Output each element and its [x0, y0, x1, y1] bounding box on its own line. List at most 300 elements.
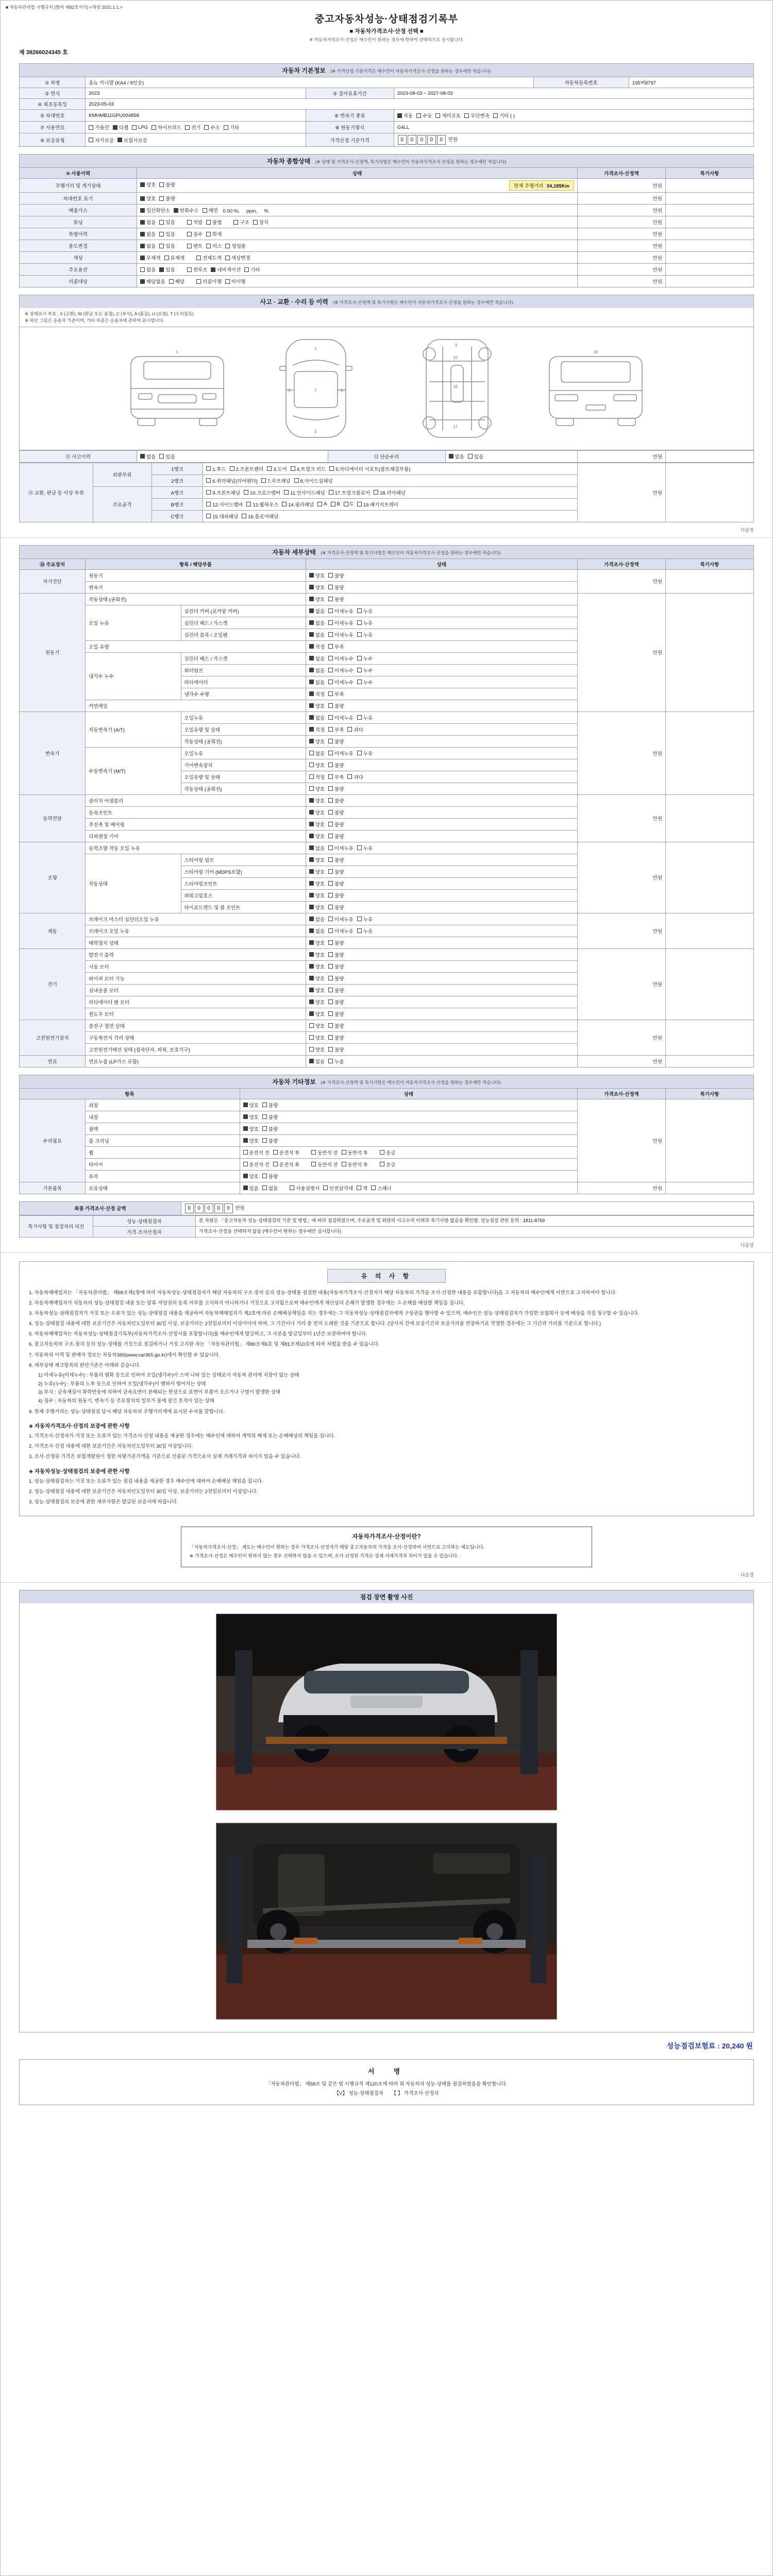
checkbox-icon[interactable]	[357, 632, 362, 637]
checkbox-option[interactable]	[309, 572, 325, 579]
checkbox-option[interactable]	[273, 1161, 299, 1168]
checkbox-icon[interactable]	[273, 1150, 278, 1155]
checkbox-option[interactable]	[243, 1113, 259, 1121]
checkbox-option[interactable]	[357, 916, 373, 923]
checkbox-icon[interactable]	[328, 691, 333, 696]
checkbox-icon[interactable]	[357, 751, 362, 755]
checkbox-checked-icon[interactable]	[309, 585, 314, 589]
checkbox-icon[interactable]	[244, 490, 248, 495]
checkbox-option[interactable]	[206, 465, 226, 472]
checkbox-option[interactable]	[159, 242, 175, 249]
checkbox-icon[interactable]	[435, 113, 440, 118]
checkbox-option[interactable]	[89, 124, 109, 131]
checkbox-option[interactable]	[309, 738, 325, 745]
checkbox-icon[interactable]	[225, 256, 230, 260]
checkbox-option[interactable]	[196, 278, 222, 285]
checkbox-option[interactable]	[243, 1149, 270, 1156]
checkbox-icon[interactable]	[294, 478, 299, 483]
checkbox-checked-icon[interactable]	[309, 727, 314, 732]
checkbox-option[interactable]	[493, 112, 515, 119]
checkbox-option[interactable]	[159, 453, 175, 460]
checkbox-option[interactable]	[196, 254, 222, 261]
checkbox-option[interactable]	[328, 690, 344, 698]
checkbox-option[interactable]	[328, 761, 344, 769]
checkbox-option[interactable]	[309, 927, 325, 935]
checkbox-option[interactable]	[309, 690, 325, 698]
checkbox-option[interactable]	[357, 667, 373, 674]
checkbox-icon[interactable]	[328, 1023, 333, 1028]
checkbox-icon[interactable]	[328, 822, 333, 826]
checkbox-icon[interactable]	[230, 466, 234, 471]
checkbox-checked-icon[interactable]	[309, 917, 314, 921]
checkbox-checked-icon[interactable]	[140, 196, 145, 201]
checkbox-option[interactable]	[309, 844, 325, 852]
checkbox-option[interactable]	[290, 1184, 320, 1192]
checkbox-option[interactable]	[204, 124, 220, 131]
checkbox-option[interactable]	[328, 833, 344, 840]
checkbox-option[interactable]	[397, 112, 413, 119]
checkbox-checked-icon[interactable]	[309, 999, 314, 1004]
checkbox-icon[interactable]	[331, 502, 335, 506]
checkbox-checked-icon[interactable]	[309, 1059, 314, 1063]
checkbox-option[interactable]	[328, 726, 344, 733]
checkbox-option[interactable]	[464, 112, 490, 119]
checkbox-option[interactable]	[206, 489, 240, 496]
checkbox-checked-icon[interactable]	[243, 1103, 248, 1107]
checkbox-icon[interactable]	[243, 1162, 248, 1166]
checkbox-icon[interactable]	[206, 466, 211, 471]
checkbox-icon[interactable]	[203, 208, 207, 213]
checkbox-icon[interactable]	[342, 1150, 346, 1155]
checkbox-option[interactable]	[262, 1173, 278, 1180]
checkbox-icon[interactable]	[328, 1059, 333, 1063]
checkbox-icon[interactable]	[328, 952, 333, 957]
checkbox-option[interactable]	[169, 278, 184, 285]
checkbox-icon[interactable]	[328, 774, 333, 779]
checkbox-icon[interactable]	[317, 502, 322, 506]
checkbox-option[interactable]	[380, 1161, 395, 1168]
checkbox-icon[interactable]	[357, 917, 362, 921]
checkbox-icon[interactable]	[291, 466, 295, 471]
checkbox-option[interactable]	[328, 1046, 344, 1053]
checkbox-icon[interactable]	[206, 514, 211, 518]
checkbox-option[interactable]	[328, 1010, 344, 1018]
checkbox-icon[interactable]	[493, 113, 498, 118]
checkbox-option[interactable]	[309, 607, 325, 615]
checkbox-checked-icon[interactable]	[397, 113, 402, 118]
checkbox-option[interactable]	[309, 975, 325, 982]
checkbox-icon[interactable]	[357, 502, 362, 506]
checkbox-icon[interactable]	[357, 656, 362, 660]
checkbox-option[interactable]	[328, 939, 344, 946]
checkbox-icon[interactable]	[329, 466, 334, 471]
checkbox-checked-icon[interactable]	[309, 976, 314, 980]
checkbox-icon[interactable]	[224, 125, 228, 130]
checkbox-option[interactable]	[328, 1022, 344, 1029]
checkbox-option[interactable]	[140, 278, 165, 285]
checkbox-icon[interactable]	[243, 1150, 248, 1155]
checkbox-icon[interactable]	[328, 715, 333, 720]
checkbox-option[interactable]	[342, 1161, 368, 1168]
checkbox-checked-icon[interactable]	[309, 881, 314, 886]
checkbox-icon[interactable]	[328, 869, 333, 874]
checkbox-checked-icon[interactable]	[309, 691, 314, 696]
checkbox-option[interactable]	[374, 489, 406, 496]
checkbox-icon[interactable]	[262, 1174, 267, 1178]
checkbox-option[interactable]	[117, 137, 147, 144]
checkbox-icon[interactable]	[328, 881, 333, 886]
checkbox-option[interactable]	[357, 714, 373, 721]
checkbox-checked-icon[interactable]	[174, 208, 178, 213]
checkbox-icon[interactable]	[342, 1162, 346, 1166]
checkbox-icon[interactable]	[309, 762, 314, 767]
checkbox-option[interactable]	[159, 195, 175, 202]
checkbox-option[interactable]	[344, 501, 354, 507]
checkbox-icon[interactable]	[328, 976, 333, 980]
checkbox-icon[interactable]	[159, 232, 164, 236]
checkbox-icon[interactable]	[328, 751, 333, 755]
checkbox-icon[interactable]	[328, 668, 333, 672]
checkbox-icon[interactable]	[328, 1011, 333, 1016]
checkbox-icon[interactable]	[328, 573, 333, 578]
checkbox-icon[interactable]	[328, 798, 333, 803]
checkbox-icon[interactable]	[329, 490, 333, 495]
checkbox-icon[interactable]	[204, 125, 209, 130]
checkbox-icon[interactable]	[246, 502, 251, 506]
checkbox-option[interactable]	[347, 726, 363, 733]
checkbox-option[interactable]	[206, 242, 222, 249]
checkbox-option[interactable]	[309, 868, 325, 875]
checkbox-option[interactable]	[309, 951, 325, 958]
checkbox-icon[interactable]	[309, 786, 314, 791]
checkbox-option[interactable]	[328, 951, 344, 958]
checkbox-option[interactable]	[309, 963, 325, 970]
checkbox-option[interactable]	[185, 124, 200, 131]
checkbox-option[interactable]	[357, 631, 373, 638]
checkbox-option[interactable]	[159, 218, 175, 226]
checkbox-option[interactable]	[294, 477, 333, 484]
checkbox-option[interactable]	[416, 112, 432, 119]
checkbox-checked-icon[interactable]	[309, 668, 314, 672]
checkbox-icon[interactable]	[311, 1150, 316, 1155]
checkbox-option[interactable]	[380, 1149, 395, 1156]
checkbox-icon[interactable]	[357, 715, 362, 720]
checkbox-checked-icon[interactable]	[140, 232, 145, 236]
checkbox-option[interactable]	[140, 181, 156, 188]
checkbox-checked-icon[interactable]	[309, 644, 314, 649]
checkbox-option[interactable]	[267, 465, 287, 472]
checkbox-option[interactable]	[357, 655, 373, 662]
checkbox-checked-icon[interactable]	[309, 845, 314, 850]
checkbox-option[interactable]	[309, 714, 325, 721]
checkbox-option[interactable]	[329, 489, 370, 496]
checkbox-option[interactable]	[309, 596, 325, 603]
checkbox-icon[interactable]	[371, 1185, 376, 1190]
checkbox-option[interactable]	[243, 1101, 259, 1109]
checkbox-icon[interactable]	[328, 834, 333, 838]
checkbox-icon[interactable]	[328, 656, 333, 660]
checkbox-icon[interactable]	[225, 279, 230, 284]
checkbox-option[interactable]	[309, 939, 325, 946]
checkbox-option[interactable]	[328, 975, 344, 982]
checkbox-icon[interactable]	[309, 1023, 314, 1028]
checkbox-option[interactable]	[328, 750, 354, 757]
checkbox-option[interactable]	[211, 266, 241, 273]
checkbox-option[interactable]	[328, 821, 344, 828]
checkbox-option[interactable]	[357, 607, 373, 615]
checkbox-icon[interactable]	[328, 999, 333, 1004]
checkbox-icon[interactable]	[328, 928, 333, 933]
checkbox-checked-icon[interactable]	[309, 573, 314, 578]
checkbox-option[interactable]	[309, 833, 325, 840]
checkbox-icon[interactable]	[328, 644, 333, 649]
checkbox-icon[interactable]	[328, 905, 333, 909]
checkbox-option[interactable]	[206, 218, 222, 226]
checkbox-icon[interactable]	[206, 502, 211, 506]
checkbox-option[interactable]	[309, 643, 325, 650]
checkbox-option[interactable]	[347, 773, 363, 781]
checkbox-icon[interactable]	[374, 490, 378, 495]
checkbox-icon[interactable]	[225, 244, 230, 248]
checkbox-option[interactable]	[89, 137, 114, 144]
checkbox-option[interactable]	[309, 655, 325, 662]
checkbox-icon[interactable]	[357, 845, 362, 850]
checkbox-checked-icon[interactable]	[309, 715, 314, 720]
checkbox-checked-icon[interactable]	[243, 1114, 248, 1119]
checkbox-checked-icon[interactable]	[309, 620, 314, 625]
checkbox-option[interactable]	[230, 465, 264, 472]
checkbox-icon[interactable]	[344, 502, 348, 506]
checkbox-icon[interactable]	[187, 232, 192, 236]
checkbox-option[interactable]	[328, 667, 354, 674]
checkbox-icon[interactable]	[185, 125, 190, 130]
checkbox-checked-icon[interactable]	[211, 267, 215, 272]
checkbox-option[interactable]	[282, 501, 314, 508]
checkbox-option[interactable]	[328, 607, 354, 615]
checkbox-option[interactable]	[328, 631, 354, 638]
checkbox-option[interactable]	[140, 207, 170, 214]
checkbox-icon[interactable]	[262, 1126, 267, 1131]
checkbox-icon[interactable]	[89, 125, 93, 130]
checkbox-option[interactable]	[435, 112, 461, 119]
checkbox-checked-icon[interactable]	[309, 869, 314, 874]
checkbox-icon[interactable]	[152, 125, 156, 130]
checkbox-icon[interactable]	[187, 244, 192, 248]
checkbox-checked-icon[interactable]	[309, 964, 314, 969]
checkbox-checked-icon[interactable]	[309, 1011, 314, 1016]
checkbox-checked-icon[interactable]	[309, 656, 314, 660]
checkbox-option[interactable]	[233, 218, 249, 226]
checkbox-option[interactable]	[140, 218, 156, 226]
checkbox-option[interactable]	[328, 702, 344, 709]
checkbox-checked-icon[interactable]	[309, 798, 314, 803]
checkbox-checked-icon[interactable]	[309, 834, 314, 838]
checkbox-option[interactable]	[309, 892, 325, 899]
checkbox-icon[interactable]	[159, 220, 164, 225]
checkbox-icon[interactable]	[159, 182, 164, 187]
checkbox-option[interactable]	[357, 1184, 367, 1192]
checkbox-icon[interactable]	[328, 988, 333, 992]
checkbox-option[interactable]	[243, 1173, 259, 1180]
checkbox-icon[interactable]	[328, 739, 333, 743]
checkbox-icon[interactable]	[328, 964, 333, 969]
checkbox-option[interactable]	[328, 572, 344, 579]
checkbox-icon[interactable]	[328, 608, 333, 613]
checkbox-option[interactable]	[206, 513, 238, 520]
checkbox-checked-icon[interactable]	[243, 1126, 248, 1131]
checkbox-option[interactable]	[371, 1184, 392, 1192]
checkbox-icon[interactable]	[328, 1035, 333, 1040]
checkbox-option[interactable]	[309, 773, 325, 781]
checkbox-option[interactable]	[243, 1161, 270, 1168]
checkbox-icon[interactable]	[309, 1035, 314, 1040]
checkbox-icon[interactable]	[328, 917, 333, 921]
checkbox-icon[interactable]	[206, 220, 211, 225]
checkbox-icon[interactable]	[328, 762, 333, 767]
checkbox-checked-icon[interactable]	[309, 952, 314, 957]
checkbox-option[interactable]	[309, 631, 325, 638]
checkbox-option[interactable]	[328, 892, 344, 899]
checkbox-icon[interactable]	[140, 267, 145, 272]
checkbox-icon[interactable]	[196, 256, 201, 260]
checkbox-option[interactable]	[140, 254, 161, 261]
checkbox-option[interactable]	[342, 1149, 368, 1156]
checkbox-icon[interactable]	[328, 703, 333, 708]
checkbox-icon[interactable]	[309, 1047, 314, 1052]
checkbox-option[interactable]	[309, 998, 325, 1006]
checkbox-checked-icon[interactable]	[309, 940, 314, 945]
checkbox-icon[interactable]	[309, 751, 314, 755]
checkbox-option[interactable]	[203, 207, 218, 214]
checkbox-checked-icon[interactable]	[140, 182, 145, 187]
checkbox-option[interactable]	[309, 916, 325, 923]
checkbox-option[interactable]	[309, 726, 325, 733]
checkbox-option[interactable]	[328, 655, 354, 662]
checkbox-option[interactable]	[113, 124, 128, 131]
checkbox-checked-icon[interactable]	[113, 125, 117, 130]
checkbox-icon[interactable]	[206, 478, 211, 483]
checkbox-icon[interactable]	[284, 490, 289, 495]
checkbox-option[interactable]	[317, 501, 327, 507]
checkbox-icon[interactable]	[253, 220, 258, 225]
checkbox-option[interactable]	[328, 844, 354, 852]
checkbox-icon[interactable]	[233, 220, 238, 225]
checkbox-checked-icon[interactable]	[309, 703, 314, 708]
checkbox-option[interactable]	[328, 584, 344, 591]
checkbox-option[interactable]	[357, 844, 373, 852]
checkbox-icon[interactable]	[328, 893, 333, 897]
checkbox-icon[interactable]	[328, 786, 333, 791]
checkbox-option[interactable]	[253, 218, 268, 226]
checkbox-icon[interactable]	[187, 220, 192, 225]
checkbox-icon[interactable]	[380, 1162, 384, 1166]
checkbox-option[interactable]	[357, 750, 373, 757]
checkbox-option[interactable]	[206, 230, 222, 238]
checkbox-option[interactable]	[311, 1161, 338, 1168]
checkbox-icon[interactable]	[242, 514, 246, 518]
checkbox-icon[interactable]	[262, 1103, 267, 1107]
checkbox-option[interactable]	[309, 1046, 325, 1053]
checkbox-icon[interactable]	[357, 928, 362, 933]
checkbox-option[interactable]	[187, 242, 203, 249]
checkbox-option[interactable]	[328, 987, 344, 994]
checkbox-option[interactable]	[328, 880, 344, 887]
checkbox-option[interactable]	[140, 195, 156, 202]
checkbox-option[interactable]	[309, 584, 325, 591]
checkbox-option[interactable]	[242, 513, 278, 520]
checkbox-option[interactable]	[328, 785, 344, 792]
checkbox-icon[interactable]	[169, 279, 174, 284]
checkbox-option[interactable]	[309, 1058, 325, 1065]
checkbox-option[interactable]	[309, 761, 325, 769]
checkbox-checked-icon[interactable]	[140, 208, 145, 213]
checkbox-option[interactable]	[309, 1022, 325, 1029]
checkbox-option[interactable]	[309, 750, 325, 757]
checkbox-option[interactable]	[328, 1034, 344, 1041]
checkbox-option[interactable]	[261, 477, 291, 484]
checkbox-icon[interactable]	[206, 232, 211, 236]
checkbox-option[interactable]	[328, 773, 344, 781]
checkbox-option[interactable]	[224, 124, 239, 131]
checkbox-option[interactable]	[328, 809, 344, 816]
checkbox-option[interactable]	[329, 465, 410, 472]
checkbox-option[interactable]	[328, 797, 344, 804]
checkbox-option[interactable]	[309, 797, 325, 804]
checkbox-option[interactable]	[328, 714, 354, 721]
checkbox-option[interactable]	[291, 465, 326, 472]
checkbox-option[interactable]	[309, 667, 325, 674]
checkbox-checked-icon[interactable]	[140, 279, 145, 284]
checkbox-icon[interactable]	[262, 1114, 267, 1119]
checkbox-icon[interactable]	[328, 727, 333, 732]
checkbox-option[interactable]	[328, 927, 354, 935]
checkbox-icon[interactable]	[262, 1185, 267, 1190]
checkbox-icon[interactable]	[309, 774, 314, 779]
checkbox-option[interactable]	[206, 477, 258, 484]
checkbox-option[interactable]	[309, 856, 325, 863]
checkbox-option[interactable]	[206, 501, 243, 508]
checkbox-icon[interactable]	[132, 125, 137, 130]
checkbox-icon[interactable]	[282, 502, 287, 506]
checkbox-option[interactable]	[357, 679, 373, 686]
checkbox-option[interactable]	[357, 619, 373, 626]
checkbox-checked-icon[interactable]	[309, 608, 314, 613]
checkbox-option[interactable]	[328, 679, 354, 686]
checkbox-icon[interactable]	[357, 1185, 361, 1190]
checkbox-option[interactable]	[328, 643, 344, 650]
checkbox-option[interactable]	[225, 242, 246, 249]
checkbox-icon[interactable]	[328, 810, 333, 815]
checkbox-option[interactable]	[309, 785, 325, 792]
checkbox-icon[interactable]	[273, 1162, 278, 1166]
checkbox-icon[interactable]	[328, 845, 333, 850]
checkbox-icon[interactable]	[464, 113, 469, 118]
checkbox-option[interactable]	[309, 702, 325, 709]
checkbox-checked-icon[interactable]	[309, 597, 314, 601]
checkbox-option[interactable]	[262, 1184, 278, 1192]
checkbox-option[interactable]	[159, 181, 175, 188]
checkbox-icon[interactable]	[357, 608, 362, 613]
checkbox-option[interactable]	[243, 1184, 259, 1192]
checkbox-option[interactable]	[331, 501, 340, 507]
checkbox-icon[interactable]	[267, 466, 272, 471]
checkbox-icon[interactable]	[380, 1150, 384, 1155]
checkbox-option[interactable]	[284, 489, 325, 496]
checkbox-checked-icon[interactable]	[309, 857, 314, 862]
checkbox-option[interactable]	[309, 679, 325, 686]
checkbox-option[interactable]	[328, 619, 354, 626]
checkbox-icon[interactable]	[323, 1185, 328, 1190]
